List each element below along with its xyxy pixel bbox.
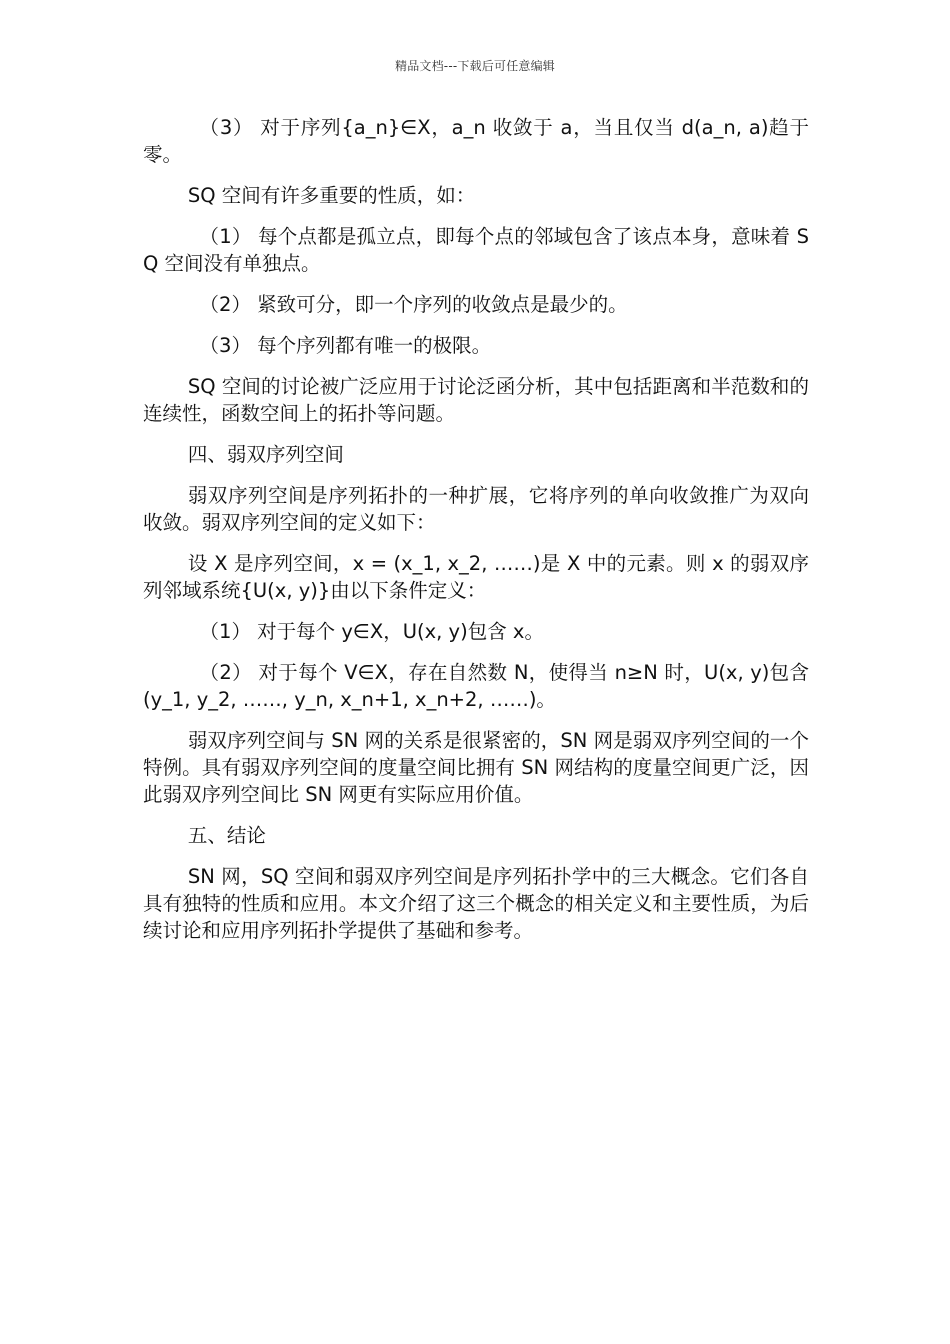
paragraph-weak-double-definition: 设 X 是序列空间，x = (x_1, x_2, ……)是 X 中的元素。则 x 的弱双序列邻域系统{U(x, y)}由以下条件定义： [143,552,809,602]
paragraph-sq-applications: SQ 空间的讨论被广泛应用于讨论泛函分析，其中包括距离和半范数和的连续性，函数空间上的拓扑等问题。 [143,375,809,425]
paragraph-condition-2: （2） 对于每个 V∈X，存在自然数 N，使得当 n≥N 时，U(x, y)包含(y_1, y_2, ……, y_n, x_n+1, x_n+2, ……)。 [143,661,809,711]
section-heading-5: 五、结论 [187,824,266,847]
paragraph-sq-properties-intro: SQ 空间有许多重要的性质，如： [187,184,476,207]
paragraph-sq-property-2: （2） 紧致可分，即一个序列的收敛点是最少的。 [199,293,628,316]
paragraph-conclusion: SN 网，SQ 空间和弱双序列空间是序列拓扑学中的三大概念。它们各自具有独特的性质和应用。本文介绍了这三个概念的相关定义和主要性质，为后续讨论和应用序列拓扑学提供了基础和参考。 [143,865,809,942]
page-header: 精品文档---下载后可任意编辑 [395,59,555,73]
paragraph-sn-relation: 弱双序列空间与 SN 网的关系是很紧密的，SN 网是弱双序列空间的一个特例。具有弱双序列空间的度量空间比拥有 SN 网结构的度量空间更广泛，因此弱双序列空间比 SN 网更有实际应用价值。 [143,729,809,806]
document-body [143,114,809,958]
paragraph-condition-1: （1） 对于每个 y∈X，U(x, y)包含 x。 [199,620,544,643]
paragraph-sq-property-1: （1） 每个点都是孤立点，即每个点的邻域包含了该点本身，意味着 SQ 空间没有单独点。 [143,225,809,275]
section-heading-4: 四、弱双序列空间 [187,443,344,466]
paragraph-property-3-convergence: （3） 对于序列{a_n}∈X，a_n 收敛于 a，当且仅当 d(a_n, a)趋于零。 [143,116,809,166]
paragraph-sq-property-3: （3） 每个序列都有唯一的极限。 [199,334,492,357]
paragraph-weak-double-intro: 弱双序列空间是序列拓扑的一种扩展，它将序列的单向收敛推广为双向收敛。弱双序列空间的定义如下： [143,484,809,534]
